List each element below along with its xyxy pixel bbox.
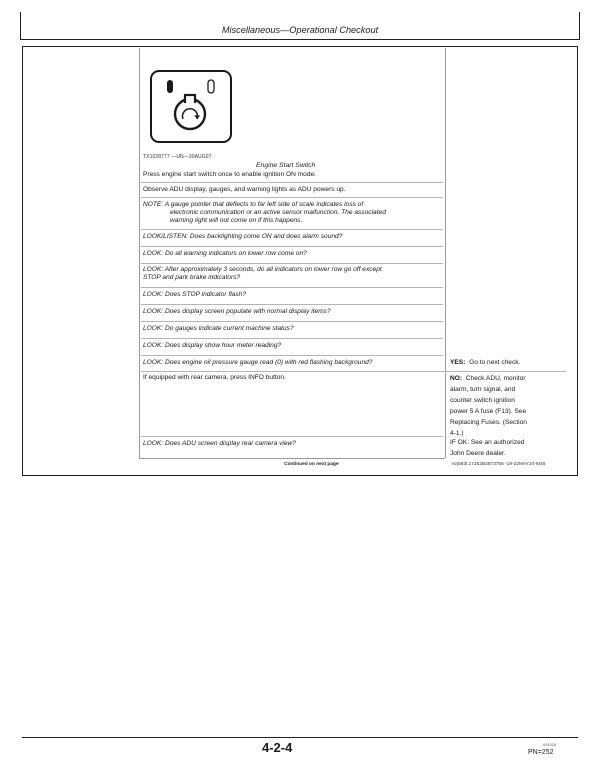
figure-caption: Engine Start Switch	[256, 162, 316, 169]
step-press-start-switch: Press engine start switch once to enable ignition ON mode.	[143, 171, 316, 178]
result-no-label: NO:	[450, 375, 463, 382]
note-line-2: electronic communication or an active sensor malfunction. The associated	[170, 209, 386, 216]
row-separator	[141, 263, 443, 264]
row-separator	[141, 371, 566, 372]
step-look-warning-indicators: LOOK: Do all warning indicators on lower row come on?	[143, 250, 307, 257]
result-if-ok	[450, 437, 560, 459]
note-line-3: warning light will not come on if this happens.	[170, 217, 303, 224]
row-separator	[141, 246, 443, 247]
continued-rule	[139, 458, 445, 459]
footer-rule	[22, 737, 578, 738]
result-no-line-1: Check ADU, monitor	[465, 375, 526, 382]
note-line-1: NOTE: A gauge pointer that deflects to far left side of scale indicates loss of	[143, 201, 364, 208]
result-no-line-6: 4-1.)	[450, 430, 464, 438]
column-divider-right	[445, 48, 446, 458]
row-separator	[141, 338, 443, 339]
step-rear-camera-info: If equipped with rear camera, press INFO button.	[143, 374, 286, 381]
result-if-ok-line-1: IF OK: See an authorized	[450, 439, 525, 446]
page-header-title: Miscellaneous—Operational Checkout	[221, 25, 379, 35]
step-look-indicators-off-line-2: STOP and park brake indicators?	[143, 274, 241, 281]
column-divider-left	[139, 48, 140, 458]
result-yes-label: YES:	[450, 359, 466, 366]
engine-start-switch-icon	[152, 72, 229, 140]
row-separator	[141, 197, 443, 198]
continued-on-next-page: Continued on next page	[284, 462, 339, 467]
document-reference: ezj583l,17162B4873756 -19-22MAY24-9/46	[452, 462, 546, 467]
header-right-tick	[579, 12, 580, 40]
row-separator	[141, 304, 443, 305]
step-look-listen-backlighting: LOOK/LISTEN: Does backlighting come ON and does alarm sound?	[143, 233, 343, 240]
step-look-stop-indicator: LOOK: Does STOP indicator flash?	[143, 291, 246, 298]
pn-number: PN=252	[528, 749, 554, 756]
revision-code: 091024	[543, 742, 557, 747]
row-separator	[141, 182, 443, 183]
engine-start-switch-figure	[150, 70, 232, 143]
step-look-indicators-off-line-1: LOOK: After approximately 3 seconds, do all indicators on lower row go off except	[143, 266, 382, 273]
row-separator	[141, 287, 443, 288]
step-observe-adu: Observe ADU display, gauges, and warning lights as ADU powers up.	[143, 186, 346, 193]
header-rule	[20, 39, 580, 40]
result-yes-text: Go to next check.	[469, 359, 521, 366]
row-separator	[141, 355, 443, 356]
frame-bottom-rule	[22, 475, 578, 476]
row-separator	[141, 321, 443, 322]
frame-right-border	[577, 46, 578, 476]
frame-top-rule	[22, 46, 578, 47]
header-left-tick	[20, 12, 21, 40]
result-yes	[450, 357, 560, 368]
page-number: 4-2-4	[262, 740, 293, 755]
result-no	[450, 373, 560, 440]
row-separator	[141, 436, 443, 437]
figure-id: TX1028777 —UN—30AUG07	[143, 154, 212, 160]
row-separator	[141, 229, 443, 230]
frame-left-border	[22, 46, 23, 476]
result-no-line-5: Replacing Fuses. (Section	[450, 419, 527, 427]
result-no-line-3: counter switch ignition	[450, 397, 515, 405]
step-look-oil-pressure: LOOK: Does engine oil pressure gauge read (0) with red flashing background?	[143, 359, 373, 366]
result-if-ok-line-2: John Deere dealer.	[450, 450, 506, 458]
step-look-gauges: LOOK: Do gauges indicate current machine status?	[143, 325, 294, 332]
step-look-rear-camera-view: LOOK: Does ADU screen display rear camera view?	[143, 440, 296, 447]
result-no-line-2: alarm, turn signal, and	[450, 386, 516, 394]
result-no-line-4: power 5 A fuse (F13). See	[450, 408, 527, 416]
step-look-hour-meter: LOOK: Does display show hour meter reading?	[143, 342, 282, 349]
step-look-display-screen: LOOK: Does display screen populate with normal display items?	[143, 308, 331, 315]
